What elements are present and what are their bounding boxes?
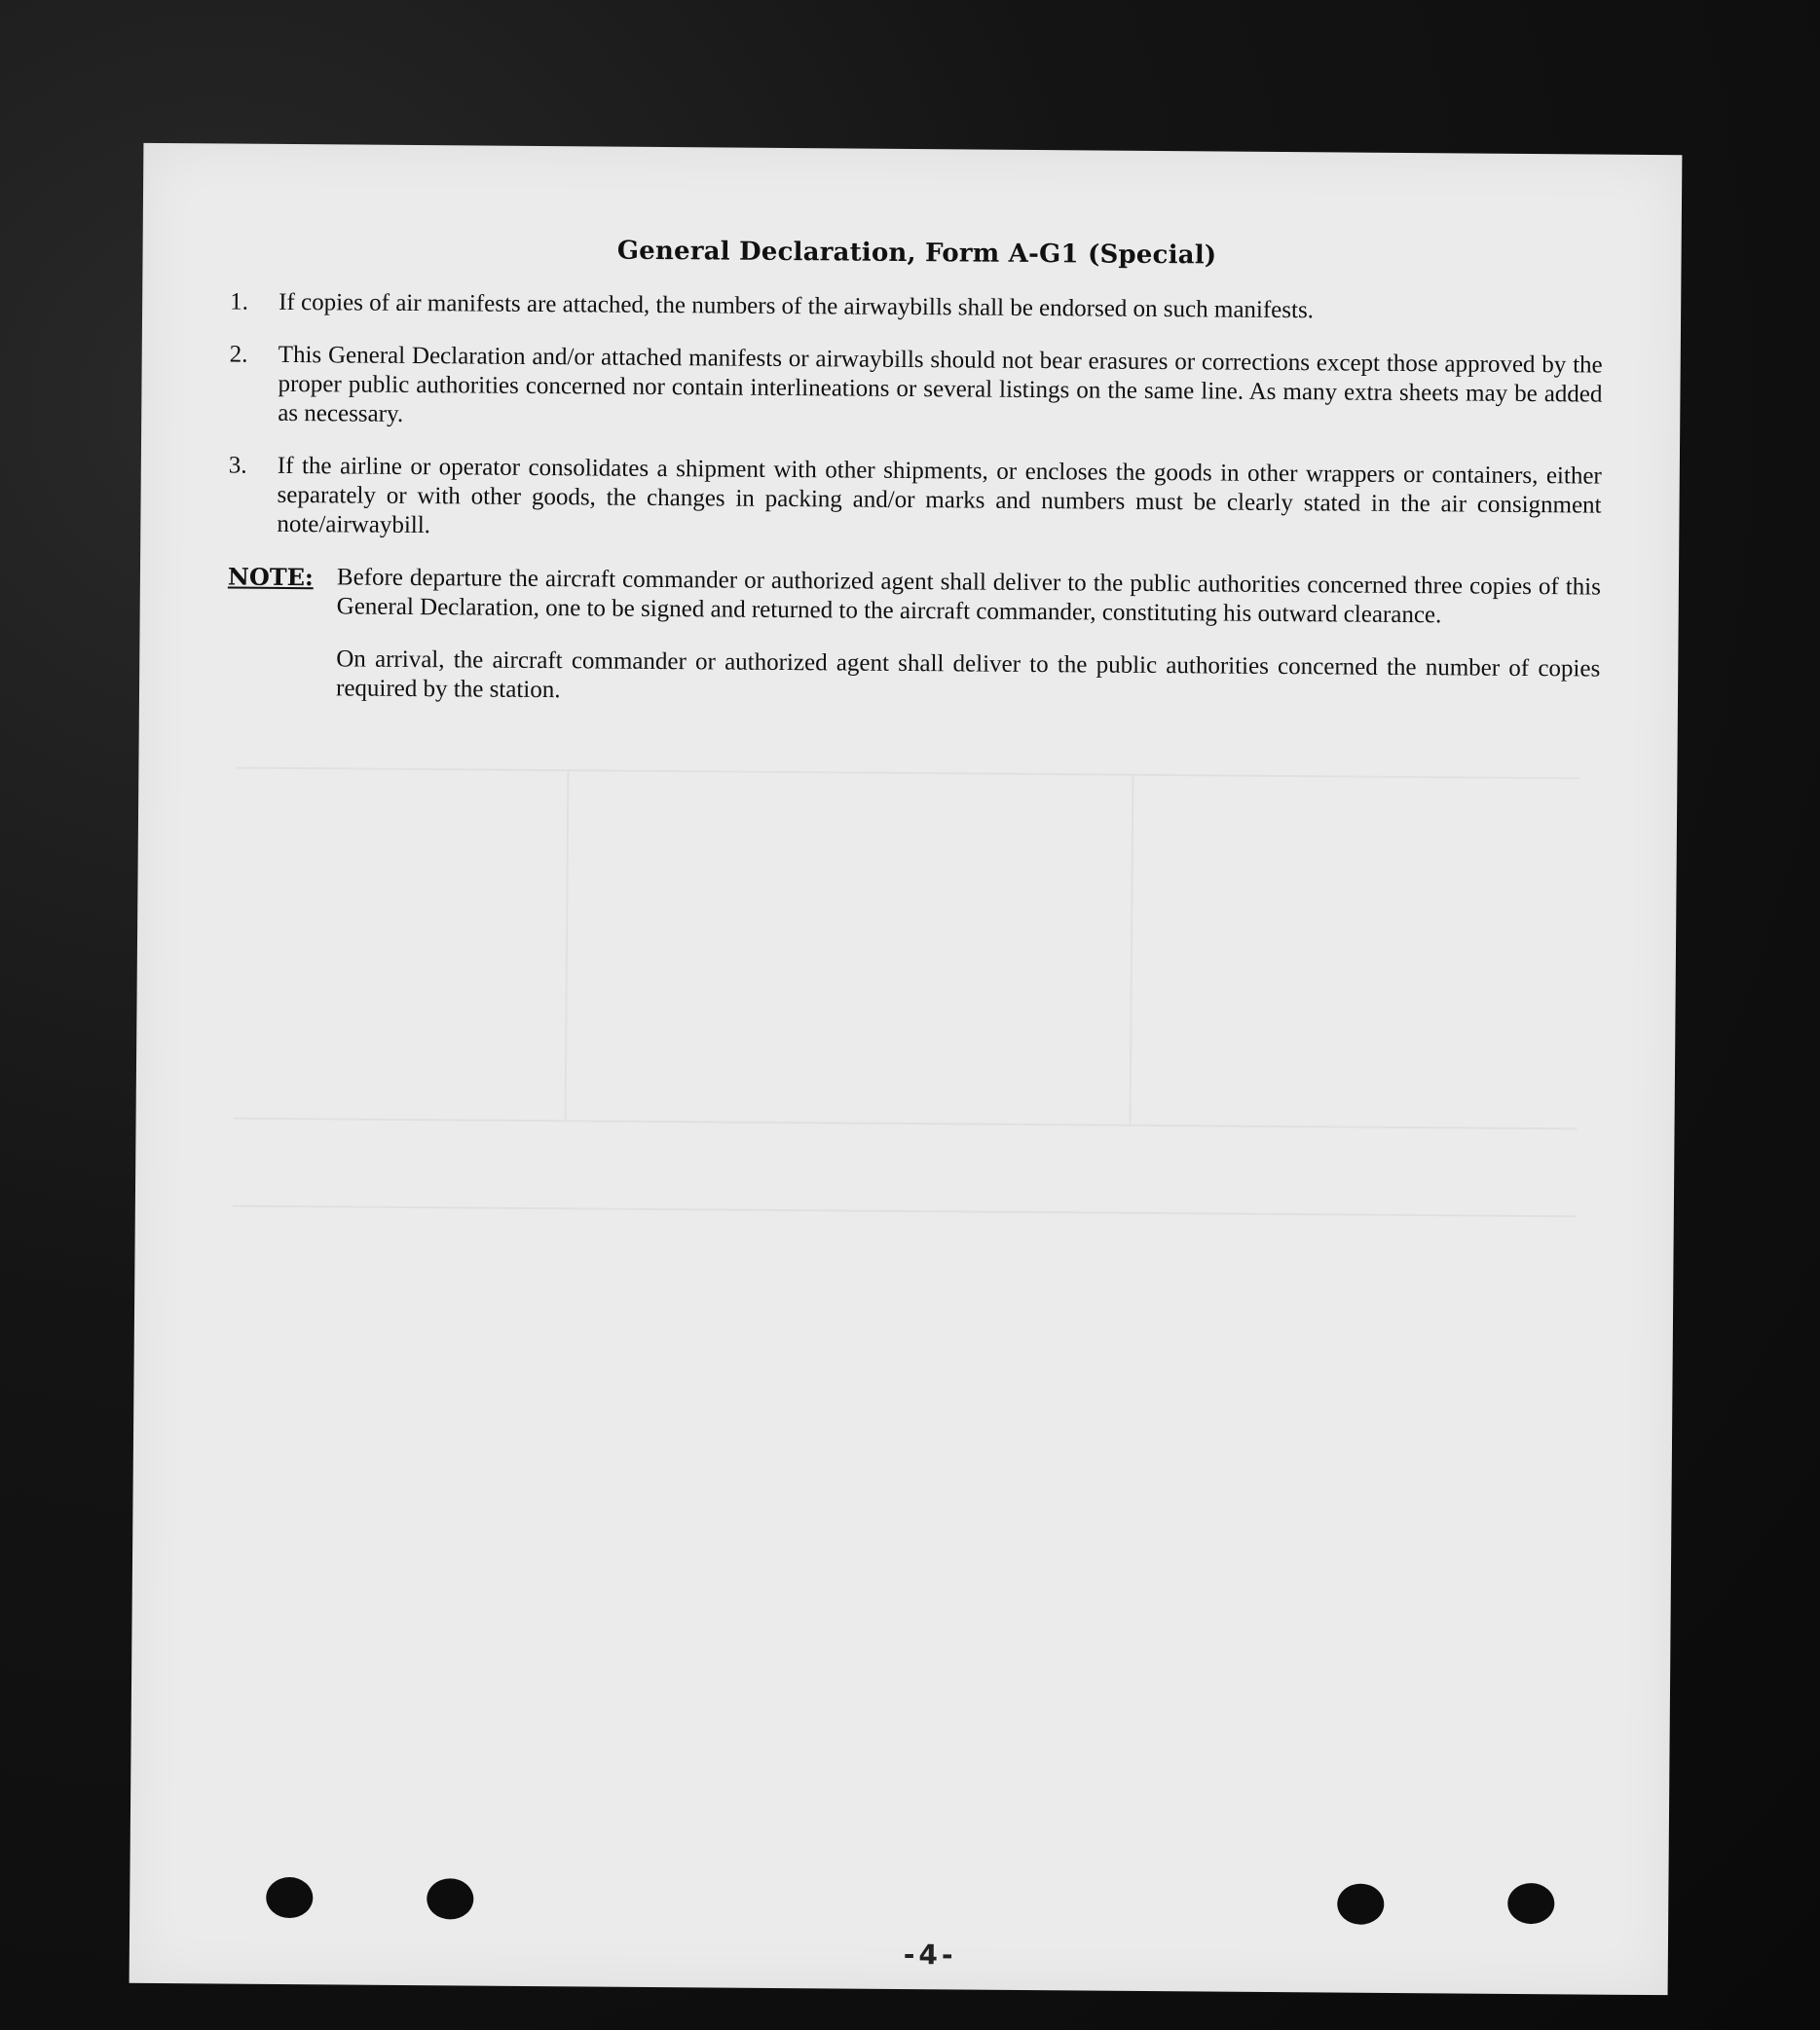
instruction-item bbox=[228, 452, 1602, 550]
note-paragraph-departure: Before departure the aircraft commander or authorized agent shall deliver to the public authorities concerned three copies of this General Declaration, one to be signed and returned to the aircraft commander, constituting his outward clearance. bbox=[336, 564, 1602, 629]
note-label: NOTE: bbox=[227, 562, 314, 592]
item-number: 3. bbox=[228, 452, 247, 479]
page-number: -4- bbox=[903, 1938, 957, 1972]
punch-hole bbox=[1507, 1883, 1554, 1924]
punch-hole bbox=[266, 1877, 313, 1918]
instruction-item bbox=[229, 341, 1603, 439]
item-text: If copies of air manifests are attached, the numbers of the airwaybills shall be endorsed on such manifests. bbox=[279, 288, 1315, 324]
note-paragraph-arrival: On arrival, the aircraft commander or authorized agent shall deliver to the public authorities concerned the number of copies required by the station. bbox=[335, 646, 1601, 704]
instruction-item bbox=[230, 288, 1603, 328]
document-title: General Declaration, Form A-G1 (Special) bbox=[616, 236, 1217, 271]
item-text: This General Declaration and/or attached manifests or airwaybills should not bear erasures or corrections except those approved by the proper public authorities concerned nor contain interlineations or several listings on the same line. As many extra sheets may be added as necessary. bbox=[278, 341, 1603, 427]
item-number: 2. bbox=[229, 341, 248, 368]
reverse-side-bleed-through bbox=[209, 766, 1589, 1653]
item-number: 1. bbox=[230, 288, 249, 315]
punch-hole bbox=[427, 1878, 473, 1919]
document-sheet bbox=[130, 143, 1683, 1995]
instructions-content bbox=[227, 234, 1604, 714]
punch-hole bbox=[1337, 1884, 1384, 1925]
note-block bbox=[228, 563, 1601, 632]
item-text: If the airline or operator consolidates a shipment with other shipments, or encloses the goods in other wrappers or containers, either separately or with other goods, the changes in packing and/or marks and numbers must be clearly stated in the air consignment note/airwaybill. bbox=[277, 452, 1602, 539]
